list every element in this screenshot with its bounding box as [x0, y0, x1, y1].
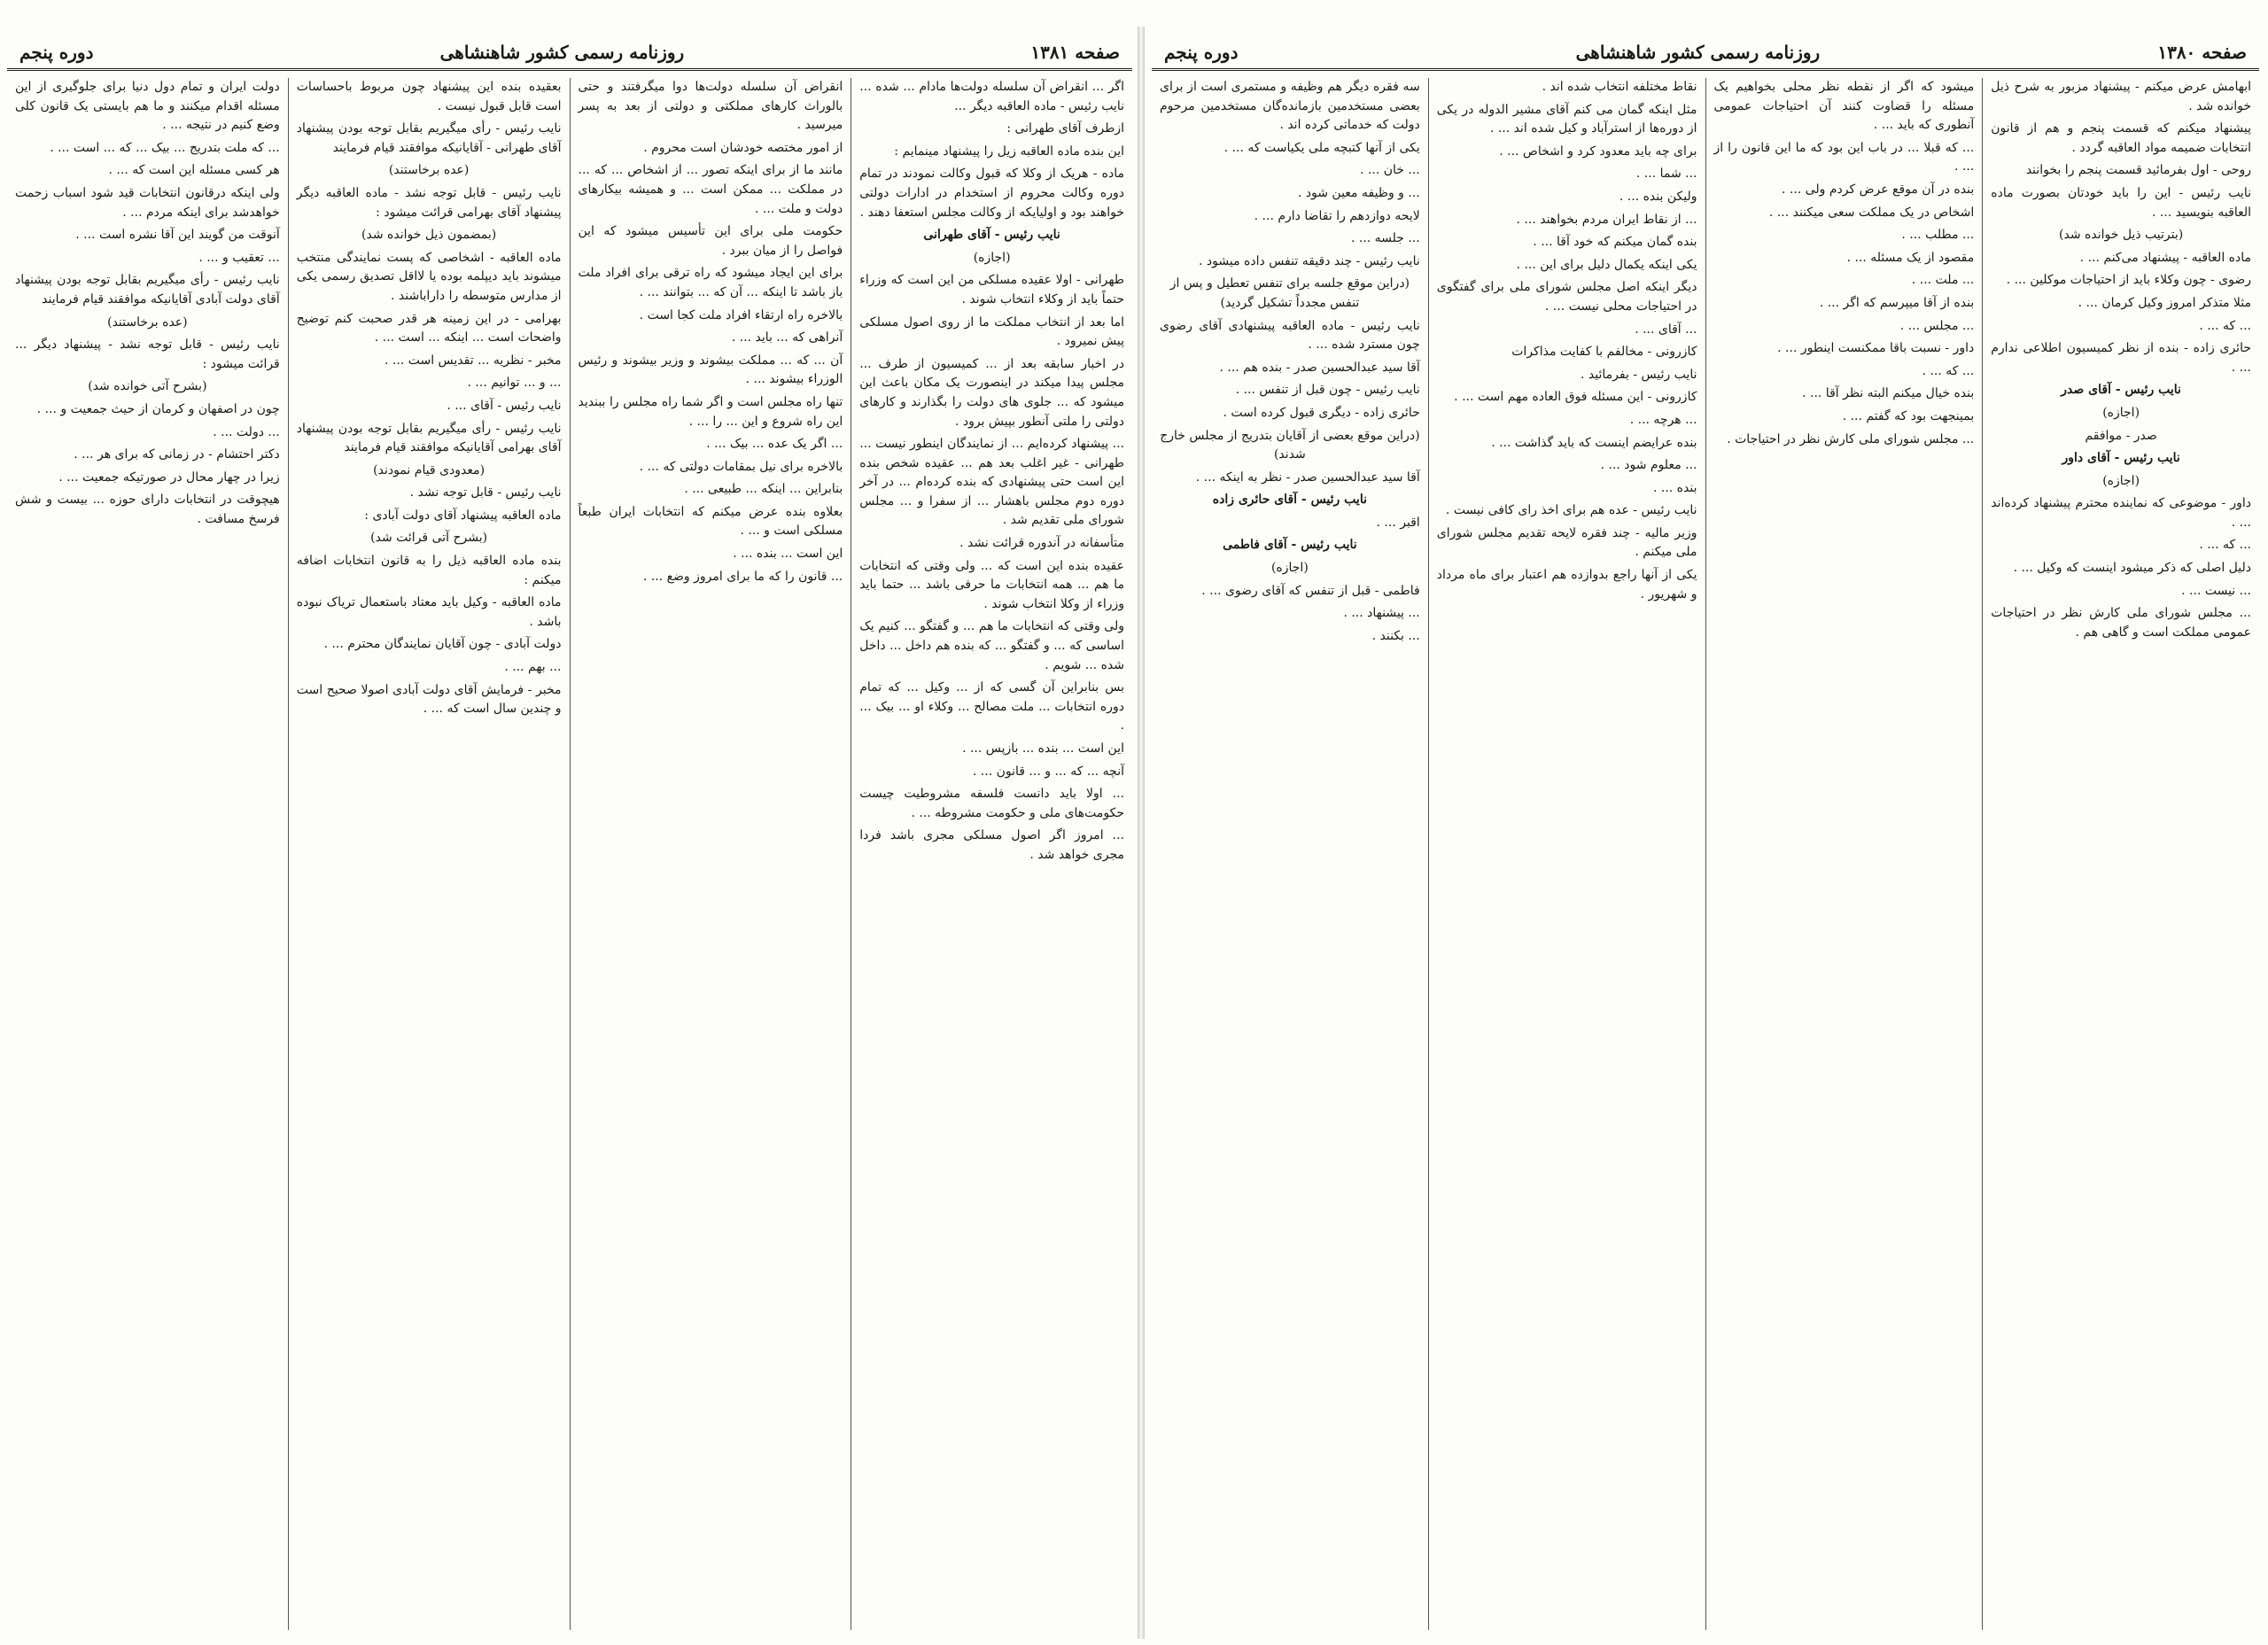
- paragraph: اما بعد از انتخاب مملکت ما از روی اصول مسلکی پیش نمیرود .: [859, 314, 1124, 349]
- paragraph: نایب رئیس - چند دقیقه تنفس داده میشود .: [1199, 253, 1420, 268]
- paragraph: بهرامی - در این زمینه هر قدر صحبت کنم توضیح واضحات است ... اینکه ... است ... .: [296, 311, 562, 345]
- procedural-note: صدر - موافقم: [2085, 428, 2157, 443]
- procedural-note: (اجازه): [2102, 405, 2140, 420]
- paragraph: ابهامش عرض میکنم - پیشنهاد مزبور به شرح ذیل خوانده شد .: [1991, 80, 2251, 113]
- text-column: [1705, 78, 1983, 1630]
- paragraph: ماده العاقبه پیشنهاد آقای دولت آبادی :: [364, 508, 562, 523]
- paragraph: این است ... بنده ... بازپس ... .: [962, 741, 1124, 756]
- paragraph: بنده از آقا میپرسم که اگر ... .: [1819, 295, 1975, 310]
- newspaper-title: روزنامه رسمی کشور شاهنشاهی: [439, 41, 685, 63]
- paragraph: ... شما ... .: [1635, 167, 1697, 182]
- paragraph: ماده العاقبه - وکیل باید معتاد باستعمال تریاک نبوده باشد .: [296, 595, 562, 629]
- paragraph: نایب رئیس - ماده العاقبه پیشنهادی آقای رضوی چون مسترد شده ... .: [1160, 318, 1420, 353]
- paragraph: پیشنهاد میکنم که قسمت پنجم و هم از قانون انتخابات ضمیمه مواد العاقبه گردد .: [1991, 121, 2251, 155]
- paragraph: بعلاوه بنده عرض میکنم که انتخابات ایران طبعاً مسلکی است و ... .: [578, 504, 843, 539]
- text-columns: [7, 78, 1132, 1630]
- paragraph: نایب رئیس - قابل توجه نشد .: [409, 485, 562, 500]
- paragraph: حائری زاده - دیگری قبول کرده است .: [1223, 405, 1420, 420]
- paragraph: عقیده بنده این است که ... ولی وقتی که انتخابات ما هم ... همه انتخابات ما حرفی باشد ... حتما باید وزراء از وکلا انتخاب شوند .: [859, 558, 1124, 611]
- paragraph: یکی اینکه یکمال دلیل برای این ... .: [1516, 257, 1697, 272]
- procedural-note: (بشرح آتی خوانده شد): [88, 379, 207, 394]
- paragraph: بنده ... .: [1652, 480, 1697, 495]
- paragraph: ... بهم ... .: [504, 660, 562, 675]
- procedural-note: (عده برخاستند): [107, 314, 188, 330]
- paragraph: تنها راه مجلس است و اگر شما راه مجلس را ببندید این راه شروع و این ... را ... .: [578, 394, 843, 429]
- procedural-note: (دراین موقع جلسه برای تنفس تعطیل و پس از تنفس مجدداً تشکیل گردید): [1169, 276, 1410, 310]
- paragraph: ... مجلس شورای ملی کارش نظر در احتیاجات عمومی مملکت است و گاهی هم .: [1991, 606, 2251, 640]
- paragraph: ... مطلب ... .: [1901, 228, 1975, 243]
- paragraph: ... پیشنهاد ... .: [1343, 606, 1420, 621]
- paragraph: ... از نقاط ایران مردم بخواهند ... .: [1516, 212, 1697, 227]
- paragraph: کازرونی - مخالفم با کفایت مذاکرات: [1511, 345, 1697, 360]
- paragraph: دلیل اصلی که ذکر میشود اینست که وکیل ... .: [2013, 561, 2251, 576]
- speaker-heading: نایب رئیس - آقای حائری زاده: [1212, 493, 1367, 508]
- paragraph: نقاط مختلفه انتخاب شده اند .: [1542, 80, 1697, 94]
- paragraph: دکتر احتشام - در زمانی که برای هر ... .: [74, 447, 280, 462]
- paragraph: ... که ... .: [1922, 363, 1975, 378]
- text-column: [1428, 78, 1705, 1630]
- paragraph: مانند ما از برای اینکه تصور ... از اشخاص ... که ... در مملکت ... ممکن است ... و همیشه بیکارهای دولت و ملت ... .: [578, 163, 843, 216]
- paragraph: ... و وظیفه معین شود .: [1297, 185, 1420, 200]
- procedural-note: (بشرح آتی قرائت شد): [370, 531, 488, 546]
- paragraph: بنده خیال میکنم البته نظر آقا ... .: [1802, 386, 1975, 401]
- paragraph: بنده عرایضم اینست که باید گذاشت ... .: [1491, 435, 1697, 450]
- paragraph: مثلا متذکر امروز وکیل کرمان ... .: [2078, 295, 2251, 310]
- page-1380: [1152, 35, 2259, 1630]
- text-columns: [1152, 78, 2259, 1630]
- paragraph: آنراهی که ... باید ... .: [731, 330, 843, 345]
- paragraph: بنده گمان میکنم که خود آقا ... .: [1533, 235, 1697, 250]
- paragraph: ... نیست ... .: [2181, 583, 2251, 598]
- speaker-heading: نایب رئیس - آقای فاطمی: [1223, 538, 1357, 553]
- paragraph: ... امروز اگر اصول مسلکی مجری باشد فردا مجری خواهد شد .: [859, 828, 1124, 862]
- text-column: [288, 78, 570, 1630]
- paragraph: داور - موضوعی که نماینده محترم پیشنهاد کرده‌اند ... .: [1991, 496, 2251, 530]
- paragraph: ماده العاقبه - اشخاصی که پست نمایندگی منتخب میشوند باید دیپلمه بوده یا لااقل تصدیق رسمی یکی از مدارس متوسطه را داراباشند .: [296, 250, 562, 303]
- paragraph: روحی - اول بفرمائید قسمت پنجم را بخوانند: [2025, 163, 2251, 178]
- paragraph: ولی وقتی که انتخابات ما هم ... و گفتگو ... کنیم یک اساسی که ... و گفتگو ... که بنده هم داخل ... داخل شده ... شویم .: [859, 619, 1124, 672]
- page-1381: [7, 35, 1132, 1630]
- paragraph: نایب رئیس - رأی میگیریم بقابل توجه بودن پیشنهاد آقای طهرانی - آقایانیکه موافقند قیام فرمایند: [296, 121, 562, 155]
- page-header: [1152, 35, 2259, 71]
- paragraph: نایب رئیس - چون قبل از تنفس ... .: [1235, 383, 1420, 398]
- page-header: [7, 35, 1132, 71]
- paragraph: ولیکن بنده ... .: [1619, 189, 1697, 204]
- paragraph: ولی اینکه درقانون انتخابات قید شود اسباب زحمت خواهدشد برای اینکه مردم ... .: [15, 185, 280, 220]
- speaker-heading: نایب رئیس - آقای صدر: [2061, 383, 2181, 398]
- paragraph: اگر ... انقراض آن سلسله دولت‌ها مادام ... شده ... نایب رئیس - ماده العاقبه دیگر ...: [859, 80, 1124, 113]
- paragraph: آقا سید عبدالحسین صدر - نظر به اینکه ... .: [1195, 469, 1420, 485]
- paragraph: وزیر مالیه - چند فقره لایحه تقدیم مجلس شورای ملی میکنم .: [1436, 525, 1697, 560]
- paragraph: اشخاص در یک مملکت سعی میکنند ... .: [1768, 205, 1975, 220]
- text-column: [570, 78, 851, 1630]
- paragraph: ... ملت ... .: [1911, 273, 1975, 288]
- procedural-note: (معدودی قیام نمودند): [373, 462, 485, 477]
- paragraph: دولت آبادی - چون آقایان نمایندگان محترم ... .: [323, 637, 562, 652]
- paragraph: سه فقره دیگر هم وظیفه و مستمری است از برای بعضی مستخدمین بازمانده‌گان مستخدمین مرحوم دولت که خدماتی کرده اند .: [1160, 80, 1420, 133]
- paragraph: ... که ... .: [2199, 538, 2251, 553]
- paragraph: لایحه دوازدهم را تقاضا دارم ... .: [1254, 208, 1420, 223]
- paragraph: آنچه ... که ... و ... قانون ... .: [972, 764, 1124, 779]
- procedural-note: (دراین موقع بعضی از آقایان بتدریج از مجلس خارج شدند): [1160, 428, 1420, 462]
- paragraph: نایب رئیس - عده هم برای اخذ رای کافی نیست .: [1445, 503, 1697, 518]
- paragraph: طهرانی - اولا عقیده مسلکی من این است که وزراء حتماً باید از وکلاء انتخاب شوند .: [859, 273, 1124, 306]
- paragraph: بنابراین ... اینکه ... طبیعی ... .: [684, 482, 843, 497]
- paragraph: دولت ایران و تمام دول دنیا برای جلوگیری از این مسئله اقدام میکنند و ما هم بایستی یک قانون کلی وضع کنیم در نتیجه ... .: [15, 80, 280, 133]
- paragraph: بنده ماده العاقبه ذیل را به قانون انتخابات اضافه میکنم :: [296, 554, 562, 587]
- paragraph: ... مجلس شورای ملی کارش نظر در احتیاجات .: [1727, 431, 1975, 446]
- page-number: صفحه ۱۳۸۱: [1030, 41, 1120, 63]
- paragraph: آنوقت من گویند این آقا نشره است ... .: [75, 228, 280, 243]
- paragraph: ... هرچه ... .: [1629, 412, 1697, 427]
- paragraph: مثل اینکه گمان می کنم آقای مشیر الدوله در یکی از دوره‌ها از استرآباد و کیل شده اند ... .: [1436, 102, 1697, 136]
- paragraph: ... جلسه ... .: [1350, 231, 1420, 246]
- paragraph: ... که ملت بتدریج ... بیک ... که ... است ... .: [50, 140, 280, 155]
- paragraph: متأسفانه در آندوره قرائت نشد .: [959, 536, 1124, 551]
- volume-label: دوره پنجم: [1164, 41, 1239, 63]
- paragraph: رضوی - چون وکلاء باید از احتیاجات موکلین ... .: [2006, 273, 2251, 288]
- paragraph: بالاخره راه ارتقاء افراد ملت کجا است .: [639, 307, 843, 322]
- paragraph: ... اگر یک عده ... بیک ... .: [706, 437, 843, 452]
- paragraph: حکومت ملی برای این تأسیس میشود که این فواصل را از میان ببرد .: [578, 224, 843, 258]
- paragraph: هر کسی مسئله این است که ... .: [108, 163, 280, 178]
- paragraph: چون در اصفهان و کرمان از حیث جمعیت و ... .: [36, 401, 280, 416]
- procedural-note: (اجازه): [2102, 473, 2140, 488]
- paragraph: نایب رئیس - رأی میگیریم بقابل توجه بودن پیشنهاد آقای بهرامی آقایانیکه موافقند قیام فرمایند: [296, 421, 562, 455]
- procedural-note: (بمضمون ذیل خوانده شد): [361, 228, 497, 243]
- paragraph: ازطرف آقای طهرانی :: [1006, 121, 1124, 136]
- text-column: [850, 78, 1132, 1630]
- paragraph: زیرا در چهار محال در صورتیکه جمعیت ... .: [58, 469, 280, 485]
- paragraph: بمینجهت بود که گفتم ... .: [1842, 408, 1975, 423]
- paragraph: یکی از آنها راجع بدوازده هم اعتبار برای ماه مرداد و شهریور .: [1436, 568, 1697, 601]
- paragraph: بس بنابراین آن گسی که از ... وکیل ... که تمام دوره انتخابات ... ملت مصالح ... وکلاء او ... بیک ... .: [859, 680, 1124, 733]
- paragraph: انقراض آن سلسله دولت‌ها دوا میگرفتند و حتی بالوراث کارهای مملکتی و دولتی از بعد به پسر میرسید .: [578, 80, 843, 133]
- procedural-note: (اجازه): [973, 250, 1011, 265]
- paragraph: مخبر - نظریه ... تقدیس است ... .: [384, 353, 562, 368]
- paragraph: ... خان ... .: [1360, 163, 1420, 178]
- paragraph: ... پیشنهاد کرده‌ایم ... از نمایندگان اینطور نیست ... طهرانی - غیر اغلب بعد هم ... عقیده شخص بنده این است حتی پیشنهادی که بنده کرده‌ام ... در آخر دوره دوم مجلس باهشار ... از سفرا و ... مجلس شورای ملی تقدیم شد .: [859, 437, 1124, 528]
- paragraph: این است ... بنده ... .: [733, 547, 843, 562]
- text-column: [1982, 78, 2259, 1630]
- paragraph: نایب رئیس - قابل توجه نشد - ماده العاقبه دیگر پیشنهاد آقای بهرامی قرائت میشود :: [296, 185, 562, 220]
- paragraph: ... قانون را که ما برای امروز وضع ... .: [642, 569, 843, 584]
- paragraph: نایب رئیس - بفرمائید .: [1581, 367, 1697, 382]
- paragraph: ... معلوم شود ... .: [1600, 458, 1697, 473]
- paragraph: میشود که اگر از نقطه نظر محلی بخواهیم یک مسئله را قضاوت کنند آن احتیاجات عمومی آنطوری که باید ... .: [1713, 80, 1975, 133]
- paragraph: ... و ... توانیم ... .: [467, 376, 562, 391]
- paragraph: بالاخره برای نیل بمقامات دولتی که ... .: [639, 459, 843, 474]
- text-column: [1152, 78, 1428, 1630]
- paragraph: از امور مختصه خودشان است محروم .: [643, 140, 843, 155]
- paragraph: نایب رئیس - آقای ... .: [447, 398, 562, 413]
- paragraph: آقا سید عبدالحسین صدر - بنده هم ... .: [1219, 360, 1420, 375]
- speaker-heading: نایب رئیس - آقای طهرانی: [923, 228, 1060, 243]
- paragraph: ... دولت ... .: [213, 424, 280, 439]
- paragraph: داور - نسبت باقا ممکنست اینطور ... .: [1777, 341, 1975, 356]
- paragraph: ... که قبلا ... در باب این بود که ما این قانون را از ... .: [1713, 140, 1975, 175]
- paragraph: آن ... که ... مملکت بیشوند و وزیر بیشوند و رئیس الوزراء بیشوند ... .: [578, 353, 843, 387]
- paragraph: یکی از آنها کتبچه ملی یکیاست که ... .: [1223, 140, 1420, 155]
- paragraph: کازرونی - این مسئله فوق العاده مهم است ... .: [1454, 390, 1697, 405]
- paragraph: مخبر - فرمایش آقای دولت آبادی اصولا صحیح است و چندین سال است که ... .: [296, 682, 562, 717]
- paragraph: در اخبار سابقه بعد از ... کمیسیون از طرف ... مجلس پیدا میکند در اینصورت یک مکان باعث این میشود که ... جلوی های دولت را بگذارند و کارهای دولتی را ملتی آنطور بپیش برود .: [859, 356, 1124, 429]
- volume-label: دوره پنجم: [19, 41, 94, 63]
- paragraph: نایب رئیس - قابل توجه نشد - پیشنهاد دیگر ... قرائت میشود :: [15, 338, 280, 371]
- paragraph: ... مجلس ... .: [1899, 318, 1975, 333]
- newspaper-title: روزنامه رسمی کشور شاهنشاهی: [1575, 41, 1821, 63]
- paragraph: نایب رئیس - این را باید خودتان بصورت ماده العاقبه بنویسید ... .: [1991, 185, 2251, 220]
- procedural-note: (اجازه): [1270, 561, 1309, 576]
- paragraph: ... بکنند .: [1371, 628, 1420, 643]
- page-number: صفحه ۱۳۸۰: [2157, 41, 2247, 63]
- procedural-note: (عده برخاستند): [388, 163, 470, 178]
- paragraph: هیچوقت در انتخابات دارای حوزه ... بیست و شش فرسخ مسافت .: [15, 493, 280, 526]
- paragraph: ... که ... .: [2199, 318, 2251, 333]
- paragraph: نایب رئیس - رأی میگیریم بقابل توجه بودن پیشنهاد آقای دولت آبادی آقایانیکه موافقند قیام فرمایند: [15, 273, 280, 306]
- paragraph: ماده العاقبه - پیشنهاد می‌کنم ... .: [2079, 250, 2251, 265]
- paragraph: برای چه باید معدود کرد و اشخاص ... .: [1499, 144, 1697, 159]
- paragraph: حائری زاده - بنده از نظر کمیسیون اطلاعی ندارم ... .: [1991, 341, 2251, 375]
- page-gutter: [1138, 27, 1145, 1639]
- paragraph: برای این ایجاد میشود که راه ترقی برای افراد ملت باز باشد تا اینکه ... آن که ... بتوانند ... .: [578, 266, 843, 299]
- paragraph: ماده - هریک از وکلا که قبول وکالت نمودند در تمام دوره وکالت محروم از استخدام در ادارات دولتی خواهند بود و اولیایکه از وکالت مجلس استعفا دهند .: [859, 167, 1124, 220]
- text-column: [7, 78, 288, 1630]
- paragraph: بنده در آن موقع عرض کردم ولی ... .: [1782, 182, 1975, 197]
- paragraph: دیگر اینکه اصل مجلس شورای ملی برای گفتگوی در احتیاجات محلی نیست ... .: [1436, 280, 1697, 314]
- paragraph: ... آقای ... .: [1635, 322, 1697, 337]
- paragraph: فاطمی - قبل از تنفس که آقای رضوی ... .: [1201, 583, 1420, 598]
- speaker-heading: نایب رئیس - آقای داور: [2062, 451, 2180, 466]
- paragraph: ... اولا باید دانست فلسفه مشروطیت چیست حکومت‌های ملی و حکومت مشروطه ... .: [859, 787, 1124, 820]
- procedural-note: (بترتیب ذیل خوانده شد): [2059, 228, 2184, 243]
- paragraph: بعقیده بنده این پیشنهاد چون مربوط باحساسات است قابل قبول نیست .: [296, 80, 562, 113]
- paragraph: مقصود از یک مسئله ... .: [1846, 250, 1975, 265]
- paragraph: اقبر ... .: [1376, 515, 1420, 530]
- paragraph: ... تعقیب و ... .: [198, 250, 280, 265]
- paragraph: این بنده ماده العاقبه زیل را پیشنهاد مینمایم :: [894, 144, 1124, 159]
